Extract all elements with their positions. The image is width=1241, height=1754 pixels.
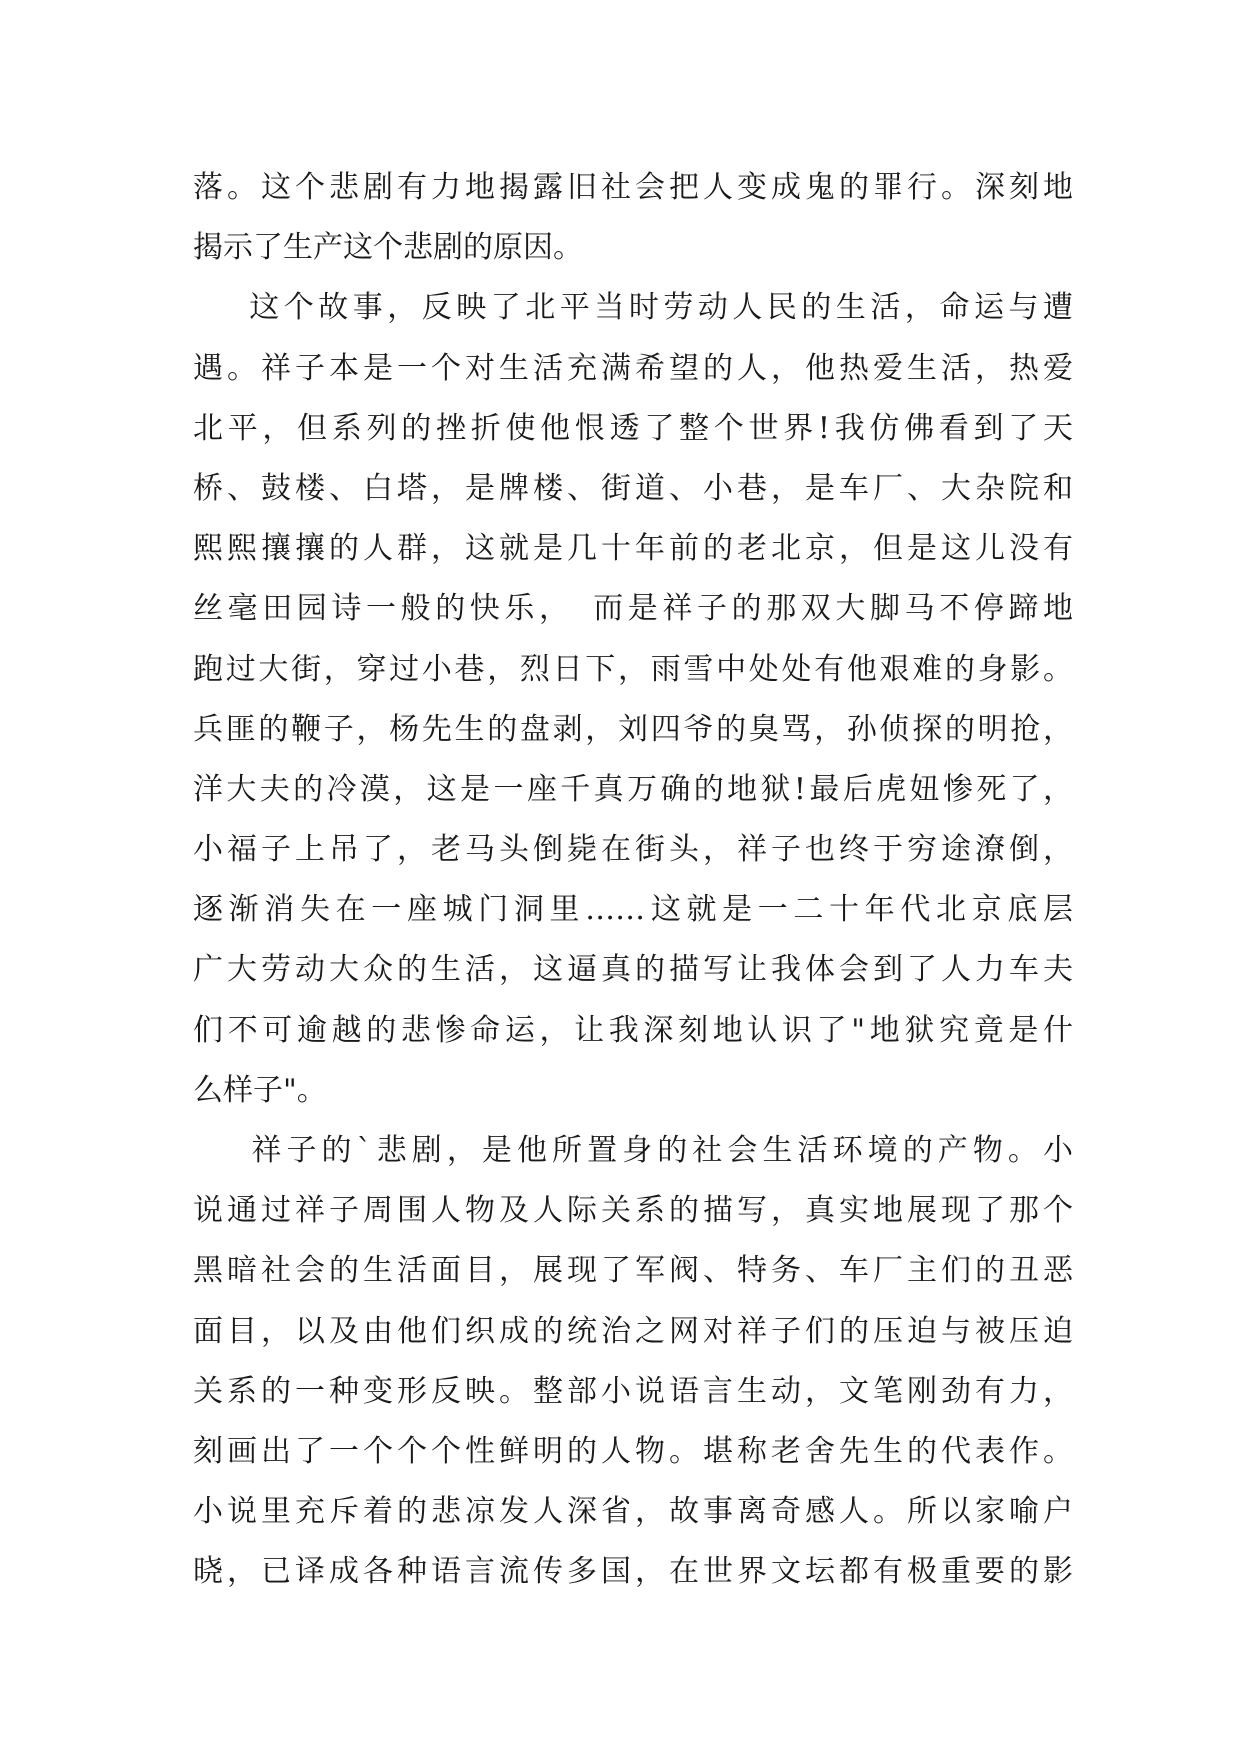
text-line: 广大劳动大众的生活，这逼真的描写让我体会到了人力车夫 [193, 952, 1073, 988]
text-line: 祥子的`悲剧，是他所置身的社会生活环境的产物。小 [193, 1133, 1073, 1168]
text-line: 北平，但系列的挫折使他恨透了整个世界!我仿佛看到了天 [193, 410, 1073, 446]
text-line: 熙熙攘攘的人群，这就是几十年前的老北京，但是这儿没有 [193, 531, 1073, 567]
text-line: 桥、鼓楼、白塔，是牌楼、街道、小巷，是车厂、大杂院和 [193, 470, 1073, 506]
text-line: 小福子上吊了，老马头倒毙在街头，祥子也终于穷途潦倒， [193, 832, 1073, 868]
text-line: 兵匪的鞭子，杨先生的盘剥，刘四爷的臭骂，孙侦探的明抢， [193, 711, 1073, 747]
text-line: 晓，已译成各种语言流传多国，在世界文坛都有极重要的影 [193, 1554, 1073, 1590]
text-line: 们不可逾越的悲惨命运，让我深刻地认识了"地狱究竟是什 [193, 1012, 1073, 1048]
text-line: 落。这个悲剧有力地揭露旧社会把人变成鬼的罪行。深刻地 [193, 170, 1073, 205]
text-line: 关系的一种变形反映。整部小说语言生动，文笔刚劲有力， [193, 1373, 1073, 1409]
text-line: 遇。祥子本是一个对生活充满希望的人，他热爱生活，热爱 [193, 350, 1073, 386]
text-line: 黑暗社会的生活面目，展现了军阀、特务、车厂主们的丑恶 [193, 1253, 1073, 1289]
body-text [193, 158, 1073, 1603]
text-line: 面目，以及由他们织成的统治之网对祥子们的压迫与被压迫 [193, 1313, 1073, 1349]
text-line: 跑过大街，穿过小巷，烈日下，雨雪中处处有他艰难的身影。 [193, 651, 1073, 687]
text-line: 逐渐消失在一座城门洞里……这就是一二十年代北京底层 [193, 892, 1073, 928]
text-line: 洋大夫的冷漠，这是一座千真万确的地狱!最后虎妞惨死了， [193, 771, 1073, 807]
text-line: 这个故事，反映了北平当时劳动人民的生活，命运与遭 [193, 290, 1073, 326]
text-line: 说通过祥子周围人物及人际关系的描写，真实地展现了那个 [193, 1193, 1073, 1229]
text-line: 揭示了生产这个悲剧的原因。 [193, 230, 583, 266]
text-line: 刻画出了一个个个性鲜明的人物。堪称老舍先生的代表作。 [193, 1433, 1073, 1469]
text-line: 丝毫田园诗一般的快乐， 而是祥子的那双大脚马不停蹄地 [193, 591, 1073, 627]
text-line: 小说里充斥着的悲凉发人深省，故事离奇感人。所以家喻户 [193, 1494, 1073, 1530]
text-line: 么样子"。 [193, 1072, 327, 1108]
